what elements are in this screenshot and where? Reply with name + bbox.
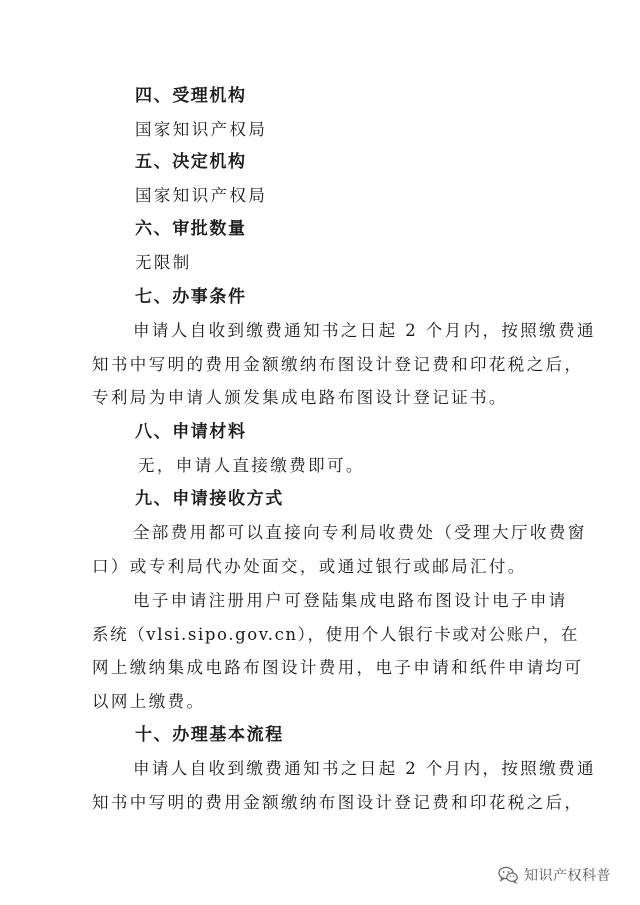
watermark (498, 865, 611, 885)
body-text: 国家知识产权局 (135, 186, 268, 205)
body-text: 系统（vlsi.sipo.gov.cn），使用个人银行卡或对公账户，在 (92, 625, 580, 644)
section-heading-10: 十、办理基本流程 (135, 725, 284, 745)
section-heading-8: 八、申请材料 (135, 422, 247, 442)
body-text: 口）或专利局代办处面交，或通过银行或邮局汇付。 (92, 557, 527, 576)
body-text: 电子申请注册用户可登陆集成电路布图设计电子申请 (133, 591, 568, 610)
body-text: 无限制 (135, 253, 192, 272)
body-text: 知书中写明的费用金额缴纳布图设计登记费和印花税之后， (92, 793, 584, 812)
section-heading-7: 七、办事条件 (135, 287, 247, 307)
body-text: 国家知识产权局 (135, 120, 268, 139)
body-text: 全部费用都可以直接向专利局收费处（受理大厅收费窗 (133, 523, 587, 542)
body-text: 申请人自收到缴费通知书之日起 2 个月内，按照缴费通 (133, 759, 596, 778)
section-heading-9: 九、申请接收方式 (135, 489, 284, 509)
watermark-text: 知识产权科普 (524, 868, 611, 884)
wechat-icon (498, 866, 518, 884)
body-text: 申请人自收到缴费通知书之日起 2 个月内，按照缴费通 (133, 321, 596, 340)
section-heading-4: 四、受理机构 (135, 86, 247, 106)
body-text: 网上缴纳集成电路布图设计费用，电子申请和纸件申请均可 (92, 658, 584, 677)
section-heading-5: 五、决定机构 (135, 152, 247, 172)
body-text: 专利局为申请人颁发集成电路布图设计登记证书。 (92, 388, 508, 407)
body-text: 以网上缴费。 (92, 692, 206, 711)
body-text: 无，申请人直接缴费即可。 (138, 456, 365, 475)
section-heading-6: 六、审批数量 (135, 219, 247, 239)
body-text: 知书中写明的费用金额缴纳布图设计登记费和印花税之后， (92, 355, 584, 374)
